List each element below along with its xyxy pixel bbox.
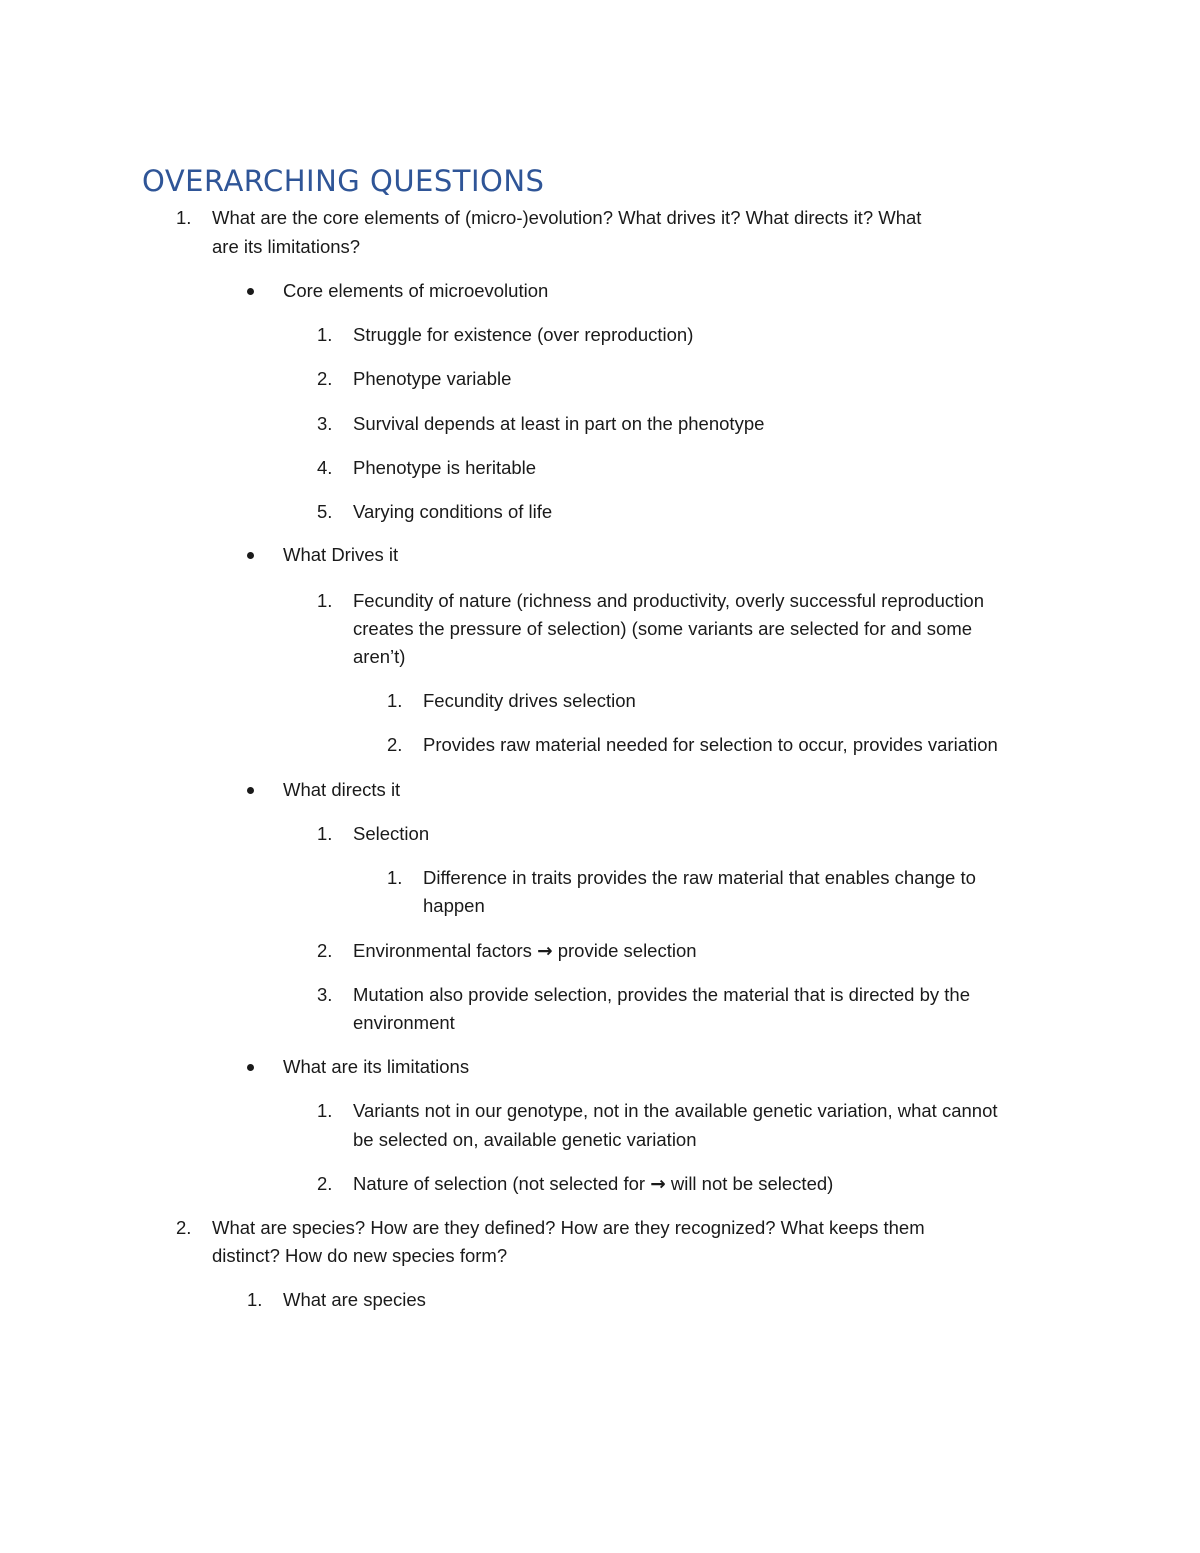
page-title: OVERARCHING QUESTIONS <box>142 164 545 198</box>
list-number: 1. <box>176 207 192 228</box>
list-number: 1. <box>317 823 333 844</box>
question-1-line-1: What are the core elements of (micro-)evolution? What drives it? What directs it? What <box>212 207 922 228</box>
list-item-text: provide selection <box>552 940 697 961</box>
list-item: Survival depends at least in part on the phenotype <box>353 413 765 434</box>
question-2-line-2: distinct? How do new species form? <box>212 1245 508 1266</box>
list-item-line: Mutation also provide selection, provides the material that is directed by the <box>353 984 970 1005</box>
list-number: 2. <box>317 940 333 961</box>
question-1-line-2: are its limitations? <box>212 236 361 257</box>
list-number: 5. <box>317 501 333 522</box>
list-number: 3. <box>317 984 333 1005</box>
list-number: 2. <box>317 1173 333 1194</box>
list-item-line: Difference in traits provides the raw material that enables change to <box>423 867 976 888</box>
list-item: Provides raw material needed for selection to occur, provides variation <box>423 734 998 755</box>
list-item-line: be selected on, available genetic variation <box>353 1129 697 1150</box>
list-item: Fecundity drives selection <box>423 690 636 711</box>
list-number: 1. <box>317 324 333 345</box>
list-number: 4. <box>317 457 333 478</box>
list-item-line: aren’t) <box>353 646 406 667</box>
bullet-icon <box>247 1064 254 1071</box>
list-item-line: environment <box>353 1012 455 1033</box>
list-number: 1. <box>247 1289 263 1310</box>
list-item-line: Variants not in our genotype, not in the available genetic variation, what cannot <box>353 1100 998 1121</box>
list-number: 2. <box>317 368 333 389</box>
list-item-text: Environmental factors <box>353 940 538 961</box>
arrow-right-icon: → <box>650 1174 666 1195</box>
list-number: 3. <box>317 413 333 434</box>
list-number: 1. <box>317 590 333 611</box>
bullet-label: What are its limitations <box>283 1056 470 1077</box>
list-item <box>353 937 697 966</box>
list-number: 1. <box>387 867 403 888</box>
bullet-label: What directs it <box>283 779 401 800</box>
bullet-label: What Drives it <box>283 544 399 565</box>
list-item: What are species <box>283 1289 426 1310</box>
list-item-line: happen <box>423 895 485 916</box>
list-item-line: Fecundity of nature (richness and productivity, overly successful reproduction <box>353 590 985 611</box>
list-item: Phenotype is heritable <box>353 457 537 478</box>
bullet-icon <box>247 552 254 559</box>
list-item-line: creates the pressure of selection) (some variants are selected for and some <box>353 618 973 639</box>
bullet-label: Core elements of microevolution <box>283 280 549 301</box>
arrow-right-icon: → <box>537 941 553 962</box>
list-number: 1. <box>317 1100 333 1121</box>
list-item: Phenotype variable <box>353 368 512 389</box>
list-item <box>353 1170 833 1199</box>
list-number: 2. <box>176 1217 192 1238</box>
bullet-icon <box>247 288 254 295</box>
list-item-text: Nature of selection (not selected for <box>353 1173 651 1194</box>
list-item-text: will not be selected) <box>665 1173 834 1194</box>
question-2-line-1: What are species? How are they defined? How are they recognized? What keeps them <box>212 1217 925 1238</box>
bullet-icon <box>247 787 254 794</box>
list-item: Selection <box>353 823 430 844</box>
list-number: 1. <box>387 690 403 711</box>
list-item: Struggle for existence (over reproduction) <box>353 324 694 345</box>
list-number: 2. <box>387 734 403 755</box>
list-item: Varying conditions of life <box>353 501 553 522</box>
